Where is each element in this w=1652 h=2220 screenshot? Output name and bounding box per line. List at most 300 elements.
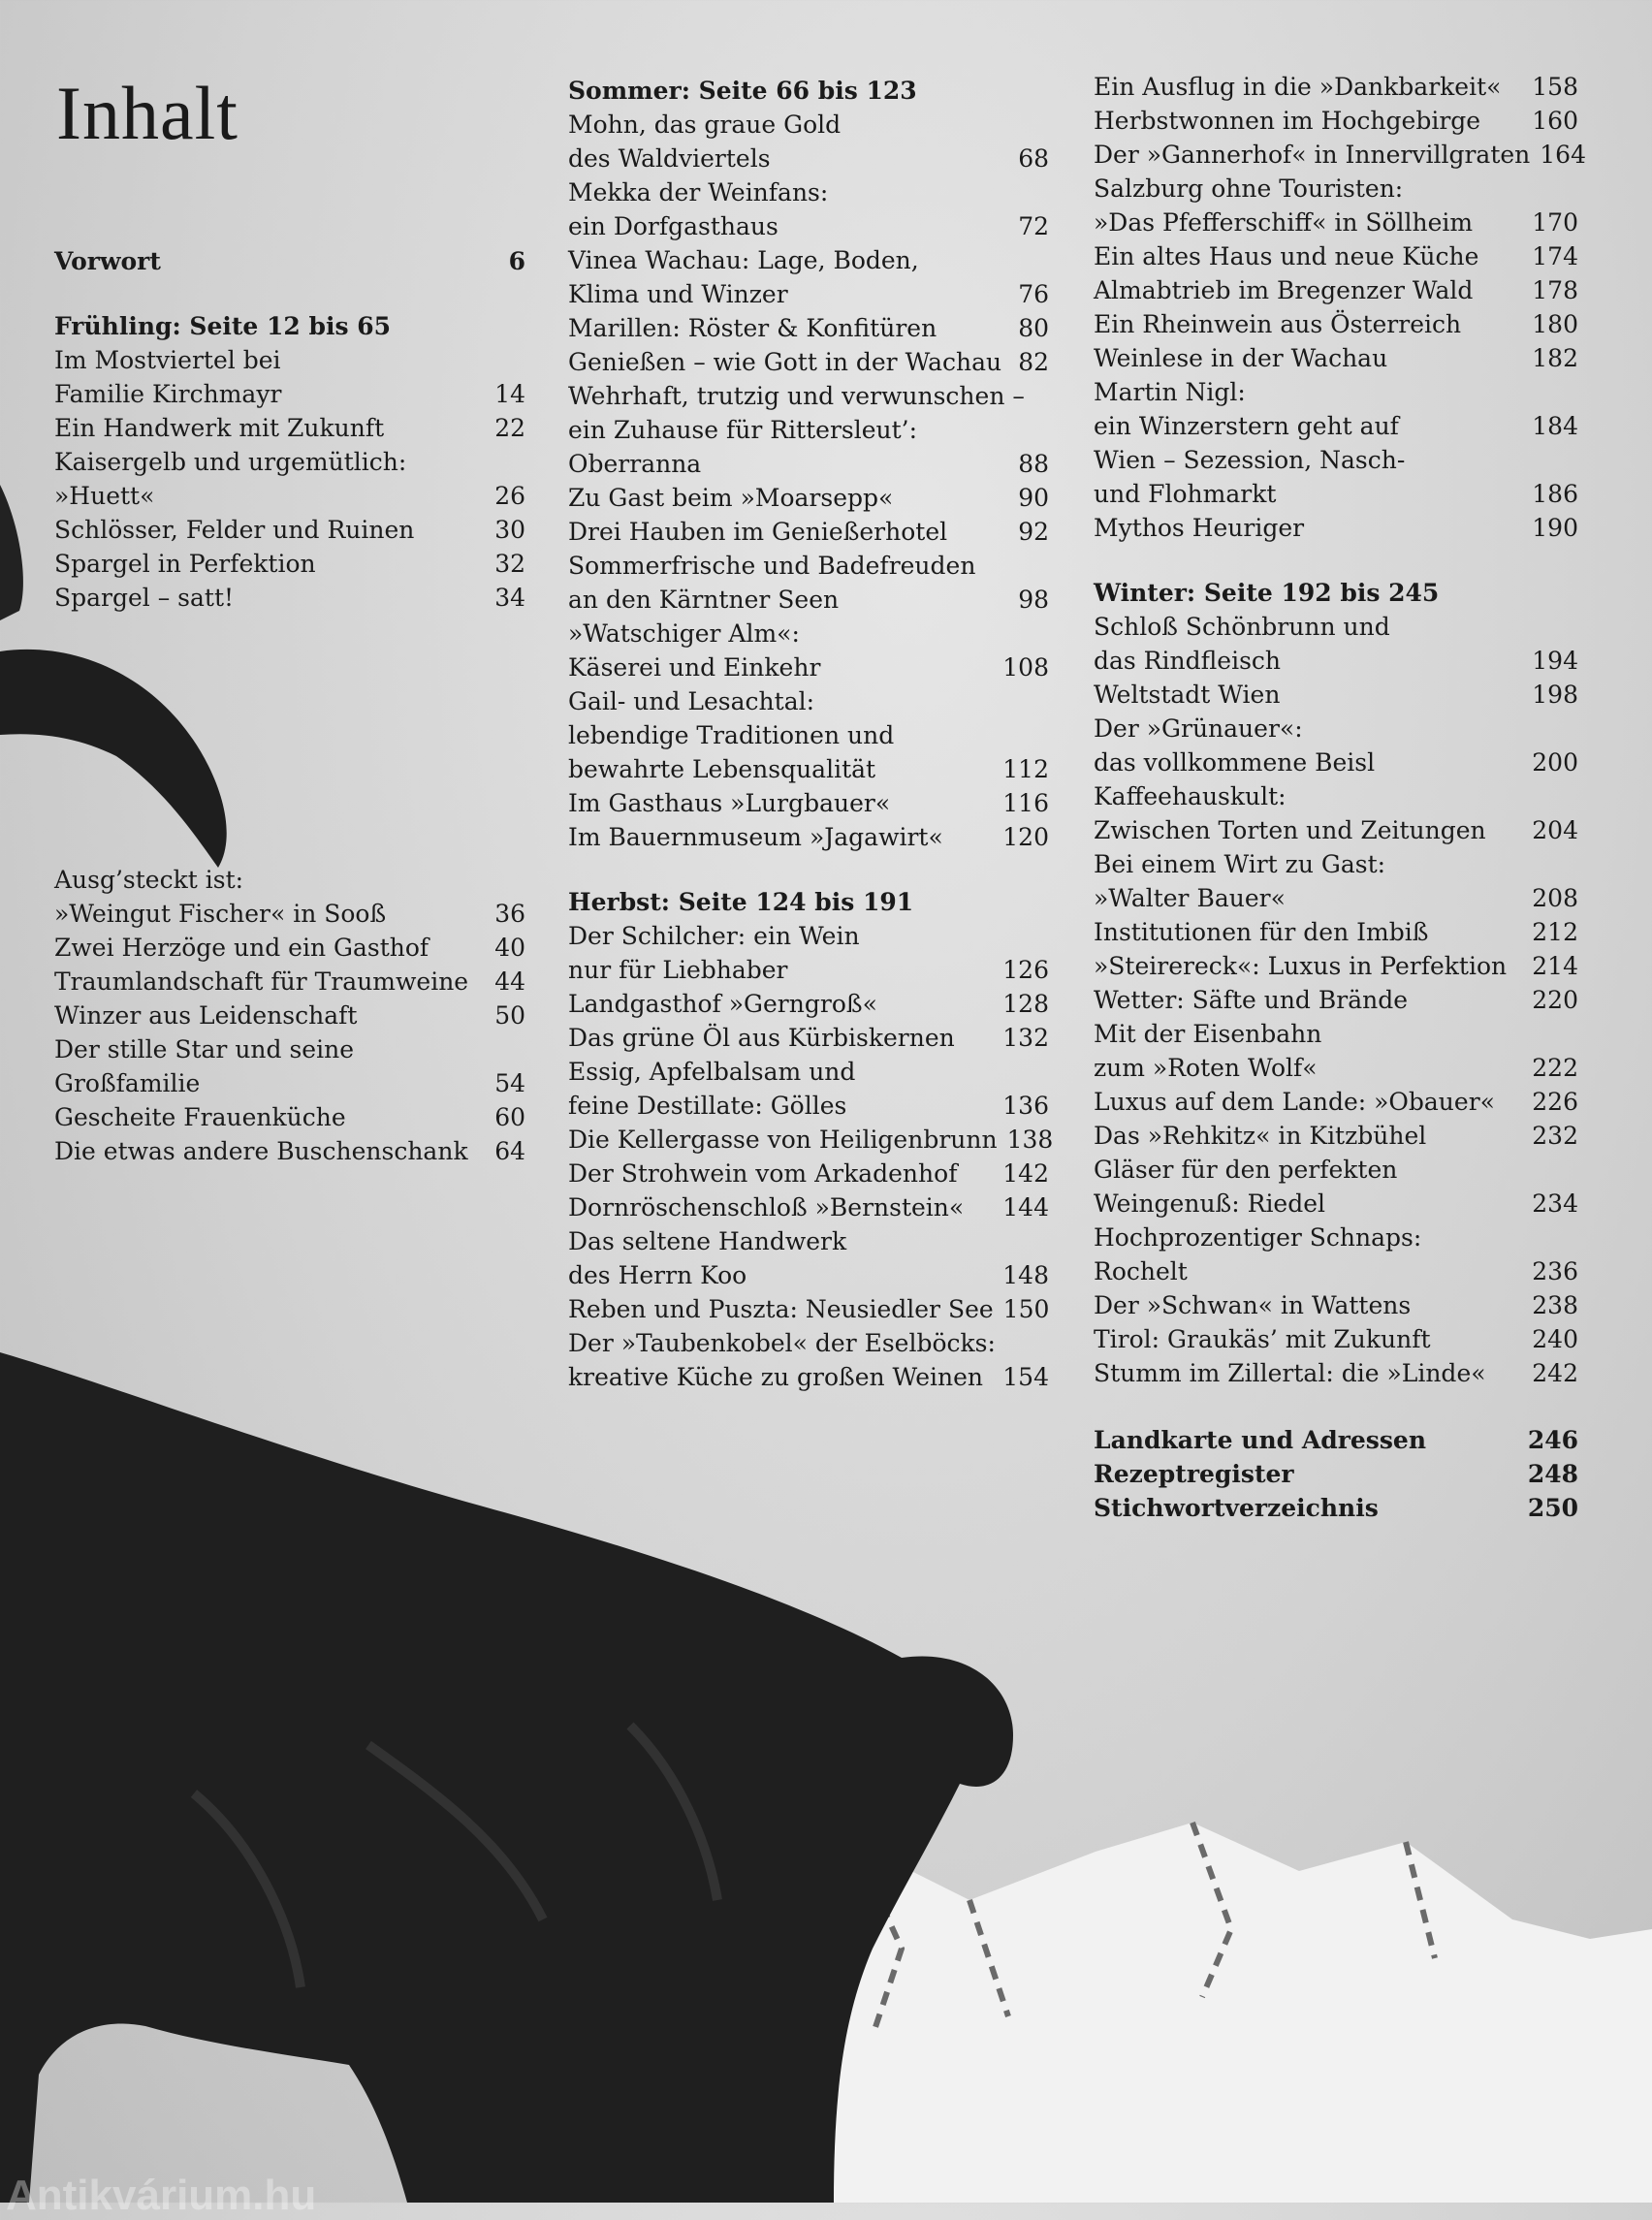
toc-entry-title: Spargel in Perfektion — [54, 550, 316, 578]
toc-entry-page-number: 160 — [1532, 107, 1578, 135]
toc-entry-line — [1094, 1017, 1578, 1051]
toc-entry-page-number: 200 — [1532, 748, 1578, 777]
toc-entry-line — [1094, 915, 1578, 949]
toc-entry-page-number: 170 — [1532, 208, 1578, 237]
toc-entry-line — [1094, 1457, 1578, 1491]
toc-entry-page-number: 14 — [494, 380, 525, 408]
toc-entry-page-number: 44 — [494, 967, 525, 996]
toc-entry-title: Kaffeehauskult: — [1094, 782, 1287, 810]
toc-entry-title: Zu Gast beim »Moarsepp« — [568, 484, 894, 512]
toc-entry — [568, 243, 1049, 311]
toc-entry — [1094, 1085, 1578, 1119]
toc-entry-line — [1094, 206, 1578, 239]
toc-entry-line — [1094, 1221, 1578, 1254]
toc-entry-title: Stichwortverzeichnis — [1094, 1494, 1379, 1522]
toc-entry — [1094, 172, 1578, 239]
toc-entry-line — [1094, 409, 1578, 443]
toc-entry-title: Wehrhaft, trutzig und verwunschen – — [568, 382, 1025, 410]
toc-entry-title: Vinea Wachau: Lage, Boden, — [568, 246, 919, 274]
toc-entry-line — [54, 999, 525, 1032]
toc-entry-line — [54, 479, 525, 513]
toc-entry — [1094, 239, 1578, 273]
toc-entry-title: »Steirereck«: Luxus in Perfektion — [1094, 952, 1508, 980]
toc-entry-line — [54, 965, 525, 999]
toc-entry-title: Mohn, das graue Gold — [568, 111, 842, 139]
toc-entry-line — [54, 897, 525, 931]
toc-entry-line — [54, 411, 525, 445]
toc-entry-page-number: 242 — [1532, 1359, 1578, 1387]
toc-entry-title: Das »Rehkitz« in Kitzbühel — [1094, 1122, 1427, 1150]
toc-entry-title: das Rindfleisch — [1094, 647, 1282, 675]
toc-entry-line — [568, 718, 1049, 752]
toc-entry-line — [1094, 1254, 1578, 1288]
toc-entry — [1094, 847, 1578, 915]
toc-entry-page-number: 250 — [1527, 1494, 1578, 1522]
toc-entry — [568, 108, 1049, 175]
toc-entry-title: Der Strohwein vom Arkadenhof — [568, 1159, 958, 1188]
toc-column-3 — [1094, 70, 1586, 1525]
toc-entry-page-number: 60 — [494, 1103, 525, 1131]
toc-entry-page-number: 54 — [494, 1069, 525, 1097]
page-title: Inhalt — [56, 71, 238, 155]
toc-entry — [1094, 712, 1578, 779]
toc-entry-title: Der »Schwan« in Wattens — [1094, 1291, 1412, 1319]
toc-entry-line — [1094, 644, 1578, 678]
toc-entry — [568, 617, 1049, 684]
toc-entry — [54, 965, 525, 999]
toc-entry — [1094, 1491, 1578, 1525]
toc-entry — [1094, 1457, 1578, 1491]
toc-entry-title: »Watschiger Alm«: — [568, 619, 800, 648]
toc-entry-title: Im Mostviertel bei — [54, 346, 281, 374]
toc-entry-line — [568, 108, 1049, 142]
toc-entry-line — [568, 1089, 1049, 1123]
toc-entry-title: Stumm im Zillertal: die »Linde« — [1094, 1359, 1486, 1387]
toc-entry-line — [54, 931, 525, 965]
toc-entry-line — [1094, 712, 1578, 745]
toc-entry-line — [1094, 1423, 1578, 1457]
section-heading-sommer: Sommer: Seite 66 bis 123 — [568, 77, 917, 105]
toc-entry-line — [568, 175, 1049, 209]
toc-entry-line — [568, 919, 1049, 953]
toc-entry-line — [1094, 70, 1578, 104]
toc-entry-title: »Walter Bauer« — [1094, 884, 1286, 912]
toc-entry-title: Ausg’steckt ist: — [54, 866, 244, 894]
toc-entry-page-number: 212 — [1532, 918, 1578, 946]
toc-entry-page-number: 142 — [1002, 1159, 1049, 1188]
toc-entry-line — [1094, 104, 1578, 138]
toc-list-fruehling — [54, 343, 525, 615]
toc-entry-line — [568, 311, 1049, 345]
toc-entry-page-number: 232 — [1532, 1122, 1578, 1150]
toc-entry-line — [1094, 1288, 1578, 1322]
toc-entry-page-number: 126 — [1002, 956, 1049, 984]
toc-entry-page-number: 164 — [1540, 141, 1586, 169]
toc-entry-title: Tirol: Graukäs’ mit Zukunft — [1094, 1325, 1431, 1353]
toc-entry — [54, 445, 525, 513]
toc-entry-page-number: 180 — [1532, 310, 1578, 338]
toc-entry-title: Almabtrieb im Bregenzer Wald — [1094, 276, 1474, 304]
toc-entry-title: Salzburg ohne Touristen: — [1094, 174, 1404, 203]
toc-entry-title: Zwei Herzöge und ein Gasthof — [54, 934, 429, 962]
toc-entry-title: Landgasthof »Gerngroß« — [568, 990, 877, 1018]
toc-entry-title: an den Kärntner Seen — [568, 586, 840, 614]
toc-entry-title: lebendige Traditionen und — [568, 721, 895, 749]
toc-entry-line — [1094, 1491, 1578, 1525]
toc-entry-page-number: 120 — [1002, 823, 1049, 851]
watermark-text: Antikvárium.hu — [6, 2172, 317, 2219]
toc-entry-title: Ein altes Haus und neue Küche — [1094, 242, 1479, 270]
toc-entry-line — [568, 1157, 1049, 1190]
toc-entry — [1094, 273, 1578, 307]
toc-entry — [568, 481, 1049, 515]
toc-entry-title: ein Dorfgasthaus — [568, 212, 778, 240]
toc-entry-line — [1094, 949, 1578, 983]
toc-entry-title: Weingenuß: Riedel — [1094, 1189, 1326, 1218]
toc-entry-title: Essig, Apfelbalsam und — [568, 1058, 856, 1086]
toc-entry-page-number: 68 — [1018, 144, 1049, 173]
toc-entry-title: Das grüne Öl aus Kürbiskernen — [568, 1024, 955, 1052]
toc-entry-title: Hochprozentiger Schnaps: — [1094, 1223, 1422, 1252]
toc-entry-title: Spargel – satt! — [54, 584, 235, 612]
toc-entry-title: Marillen: Röster & Konfitüren — [568, 314, 937, 342]
toc-entry-line — [568, 1224, 1049, 1258]
toc-entry — [568, 684, 1049, 786]
toc-entry — [1094, 1221, 1578, 1288]
toc-entry-line — [1094, 1051, 1578, 1085]
toc-entry-page-number: 174 — [1532, 242, 1578, 270]
toc-entry — [1094, 307, 1578, 341]
toc-entry-page-number: 22 — [494, 414, 525, 442]
toc-entry-page-number: 116 — [1002, 789, 1049, 817]
toc-entry-page-number: 238 — [1532, 1291, 1578, 1319]
toc-entry-line — [1094, 983, 1578, 1017]
toc-entry — [568, 919, 1049, 987]
toc-entry — [568, 820, 1049, 854]
toc-entry — [1094, 1119, 1578, 1153]
toc-entry-line — [54, 1066, 525, 1100]
toc-entry-page-number: 222 — [1532, 1054, 1578, 1082]
toc-entry — [54, 513, 525, 547]
toc-entry-page-number: 214 — [1532, 952, 1578, 980]
toc-entry — [568, 1055, 1049, 1123]
toc-entry-page-number: 98 — [1018, 586, 1049, 614]
toc-entry — [1094, 104, 1578, 138]
toc-list-fruehling-continued — [54, 863, 525, 1168]
toc-entry-title: zum »Roten Wolf« — [1094, 1054, 1318, 1082]
toc-entry-line — [568, 1326, 1049, 1360]
toc-entry-title: feine Destillate: Gölles — [568, 1092, 847, 1120]
toc-entry-line — [568, 1258, 1049, 1292]
section-heading-winter: Winter: Seite 192 bis 245 — [1094, 579, 1440, 607]
toc-entry-line — [1094, 138, 1586, 172]
toc-entry — [1094, 511, 1578, 545]
toc-entry-page-number: 182 — [1532, 344, 1578, 372]
toc-entry-title: Traumlandschaft für Traumweine — [54, 967, 469, 996]
toc-entry-title: Weltstadt Wien — [1094, 681, 1281, 709]
toc-entry-line — [568, 617, 1049, 650]
toc-entry-line — [568, 953, 1049, 987]
toc-entry-line — [54, 1032, 525, 1066]
toc-entry-page-number: 184 — [1532, 412, 1578, 440]
toc-entry-line — [568, 277, 1049, 311]
toc-entry — [568, 987, 1049, 1021]
toc-entry-title: Institutionen für den Imbiß — [1094, 918, 1429, 946]
toc-entry-page-number: 30 — [494, 516, 525, 544]
toc-entry — [1094, 138, 1586, 172]
toc-entry-line — [1094, 610, 1578, 644]
toc-entry-line — [1094, 813, 1578, 847]
toc-entry-title: Wetter: Säfte und Brände — [1094, 986, 1409, 1014]
toc-entry — [568, 549, 1049, 617]
toc-entry-line — [568, 1123, 1054, 1157]
toc-entry-page-number: 108 — [1002, 653, 1049, 682]
toc-entry-title: Gail- und Lesachtal: — [568, 687, 815, 715]
toc-entry-page-number: 158 — [1532, 73, 1578, 101]
toc-entry-page-number: 136 — [1002, 1092, 1049, 1120]
toc-entry-page-number: 246 — [1527, 1426, 1578, 1454]
toc-entry-line — [1094, 745, 1578, 779]
toc-entry-title: Schloß Schönbrunn und — [1094, 613, 1390, 641]
toc-entry — [1094, 1017, 1578, 1085]
toc-entry-line — [54, 343, 525, 377]
toc-entry-title: Luxus auf dem Lande: »Obauer« — [1094, 1088, 1495, 1116]
toc-entry-title: Zwischen Torten und Zeitungen — [1094, 816, 1486, 844]
toc-entry — [568, 345, 1049, 379]
toc-entry-page-number: 234 — [1532, 1189, 1578, 1218]
toc-entry-title: Dornröschenschloß »Bernstein« — [568, 1193, 965, 1221]
toc-entry — [1094, 375, 1578, 443]
toc-entry-page-number: 82 — [1018, 348, 1049, 376]
toc-entry-line — [568, 379, 1049, 413]
toc-entry — [568, 1190, 1049, 1224]
toc-entry — [1094, 443, 1578, 511]
toc-entry-title: des Waldviertels — [568, 144, 771, 173]
toc-entry-page-number: 128 — [1002, 990, 1049, 1018]
toc-list-winter — [1094, 610, 1578, 1390]
section-heading-herbst: Herbst: Seite 124 bis 191 — [568, 888, 914, 916]
toc-entry-page-number: 144 — [1002, 1193, 1049, 1221]
toc-entry-title: Der stille Star und seine — [54, 1035, 354, 1063]
toc-entry-line — [1094, 511, 1578, 545]
toc-entry-page-number: 208 — [1532, 884, 1578, 912]
toc-entry — [54, 547, 525, 581]
toc-entry-vorwort: Vorwort 6 — [54, 247, 525, 275]
toc-column-1 — [54, 244, 525, 1168]
toc-entry-title: Herbstwonnen im Hochgebirge — [1094, 107, 1481, 135]
toc-entry-title: und Flohmarkt — [1094, 480, 1277, 508]
toc-entry-line — [1094, 477, 1578, 511]
toc-entry-title: Mit der Eisenbahn — [1094, 1020, 1322, 1048]
toc-entry-title: Weinlese in der Wachau — [1094, 344, 1388, 372]
toc-entry-line — [1094, 341, 1578, 375]
toc-entry-page-number: 204 — [1532, 816, 1578, 844]
toc-entry-page-number: 32 — [494, 550, 525, 578]
toc-entry-title: Großfamilie — [54, 1069, 201, 1097]
toc-entry-line — [568, 650, 1049, 684]
toc-entry-title: Gläser für den perfekten — [1094, 1156, 1398, 1184]
toc-entry-title: Die etwas andere Buschenschank — [54, 1137, 468, 1165]
toc-entry-title: Landkarte und Adressen — [1094, 1426, 1427, 1454]
toc-entry-title: Kaisergelb und urgemütlich: — [54, 448, 407, 476]
toc-entry — [568, 1326, 1049, 1394]
toc-entry-title: Im Gasthaus »Lurgbauer« — [568, 789, 891, 817]
toc-entry-page-number: 148 — [1002, 1261, 1049, 1289]
toc-entry — [54, 343, 525, 411]
toc-entry-title: Schlösser, Felder und Ruinen — [54, 516, 415, 544]
toc-entry-line — [568, 1360, 1049, 1394]
toc-entry-line — [568, 549, 1049, 583]
toc-entry-title: Rezeptregister — [1094, 1460, 1294, 1488]
toc-entry-title: Sommerfrische und Badefreuden — [568, 552, 976, 580]
toc-entry-page-number: 194 — [1532, 647, 1578, 675]
toc-list-appendix — [1094, 1423, 1578, 1525]
toc-entry-title: ein Winzerstern geht auf — [1094, 412, 1399, 440]
toc-entry-title: Ein Ausflug in die »Dankbarkeit« — [1094, 73, 1502, 101]
toc-entry-title: Bei einem Wirt zu Gast: — [1094, 850, 1386, 878]
toc-list-herbst — [568, 919, 1054, 1394]
toc-list-herbst-continued — [1094, 70, 1586, 545]
toc-entry — [54, 1134, 525, 1168]
toc-entry-title: Gescheite Frauenküche — [54, 1103, 346, 1131]
toc-entry-line — [568, 820, 1049, 854]
toc-entry-line — [1094, 239, 1578, 273]
toc-entry-title: kreative Küche zu großen Weinen — [568, 1363, 983, 1391]
toc-entry — [54, 411, 525, 445]
toc-entry-page-number: 132 — [1002, 1024, 1049, 1052]
toc-entry-title: Drei Hauben im Genießerhotel — [568, 518, 948, 546]
toc-entry-title: des Herrn Koo — [568, 1261, 747, 1289]
toc-entry-title: Winzer aus Leidenschaft — [54, 1001, 358, 1030]
toc-entry-line — [568, 1055, 1049, 1089]
toc-entry-title: Käserei und Einkehr — [568, 653, 821, 682]
toc-entry-line — [54, 863, 525, 897]
toc-entry-line — [1094, 1187, 1578, 1221]
toc-entry-line — [568, 345, 1049, 379]
toc-entry-line — [568, 413, 1049, 447]
toc-entry-line — [54, 1100, 525, 1134]
toc-entry-line — [568, 684, 1049, 718]
toc-entry-title: »Das Pfefferschiff« in Söllheim — [1094, 208, 1474, 237]
toc-entry — [1094, 678, 1578, 712]
toc-entry-line — [1094, 1085, 1578, 1119]
toc-entry — [568, 1123, 1054, 1157]
toc-entry — [1094, 915, 1578, 949]
toc-entry-title: Wien – Sezession, Nasch- — [1094, 446, 1406, 474]
toc-entry-title: Oberranna — [568, 450, 702, 478]
toc-entry — [1094, 1423, 1578, 1457]
toc-entry-line — [568, 1292, 1049, 1326]
toc-entry — [1094, 70, 1578, 104]
toc-entry — [568, 311, 1049, 345]
toc-entry-line — [1094, 678, 1578, 712]
toc-entry-line — [568, 752, 1049, 786]
toc-entry-line — [54, 377, 525, 411]
toc-entry — [1094, 1322, 1578, 1356]
toc-entry-title: Genießen – wie Gott in der Wachau — [568, 348, 1002, 376]
toc-entry-page-number: 34 — [494, 584, 525, 612]
toc-entry-page-number: 248 — [1527, 1460, 1578, 1488]
toc-entry-page-number: 80 — [1018, 314, 1049, 342]
toc-entry-title: »Weingut Fischer« in Sooß — [54, 900, 387, 928]
toc-entry — [54, 581, 525, 615]
toc-entry-title: Martin Nigl: — [1094, 378, 1246, 406]
toc-entry-page-number: 150 — [1002, 1295, 1050, 1323]
toc-entry — [54, 999, 525, 1032]
toc-entry-page-number: 226 — [1532, 1088, 1578, 1116]
toc-entry-title: Reben und Puszta: Neusiedler See — [568, 1295, 994, 1323]
toc-entry-title: ein Zuhause für Rittersleut’: — [568, 416, 918, 444]
toc-entry-line — [568, 447, 1049, 481]
toc-entry-line — [54, 547, 525, 581]
toc-entry-page-number: 36 — [494, 900, 525, 928]
toc-entry-title: nur für Liebhaber — [568, 956, 788, 984]
toc-entry-title: Ein Handwerk mit Zukunft — [54, 414, 385, 442]
toc-entry — [568, 1021, 1049, 1055]
toc-entry-line — [1094, 1119, 1578, 1153]
toc-entry — [568, 175, 1049, 243]
toc-entry-line — [568, 243, 1049, 277]
toc-entry-title: Rochelt — [1094, 1257, 1188, 1285]
toc-entry-title: Mekka der Weinfans: — [568, 178, 829, 206]
toc-entry — [54, 1032, 525, 1100]
toc-entry-page-number: 236 — [1532, 1257, 1578, 1285]
toc-entry-page-number: 240 — [1532, 1325, 1578, 1353]
toc-entry — [568, 1157, 1049, 1190]
toc-entry-page-number: 26 — [494, 482, 525, 510]
toc-entry-page-number: 186 — [1532, 480, 1578, 508]
toc-entry-title: Familie Kirchmayr — [54, 380, 282, 408]
toc-entry-page-number: 198 — [1532, 681, 1578, 709]
toc-entry-title: »Huett« — [54, 482, 155, 510]
toc-column-2 — [568, 74, 1054, 1394]
toc-entry-title: Der »Grünauer«: — [1094, 714, 1303, 743]
toc-entry — [1094, 779, 1578, 847]
toc-entry-line — [1094, 172, 1578, 206]
toc-entry-page-number: 64 — [494, 1137, 525, 1165]
toc-entry-line — [568, 786, 1049, 820]
toc-entry — [54, 931, 525, 965]
toc-entry-line — [568, 1190, 1049, 1224]
toc-entry-line — [1094, 443, 1578, 477]
toc-entry-line — [568, 142, 1049, 175]
toc-entry-title: Der Schilcher: ein Wein — [568, 922, 860, 950]
toc-entry-page-number: 220 — [1532, 986, 1578, 1014]
toc-entry-page-number: 72 — [1018, 212, 1049, 240]
toc-entry-line — [1094, 847, 1578, 881]
toc-entry — [568, 1224, 1049, 1292]
toc-entry — [1094, 1153, 1578, 1221]
toc-entry — [1094, 341, 1578, 375]
toc-entry-page-number: 190 — [1532, 514, 1578, 542]
toc-entry-page-number: 112 — [1002, 755, 1049, 783]
toc-entry-line — [1094, 307, 1578, 341]
toc-entry-title: Ein Rheinwein aus Österreich — [1094, 310, 1462, 338]
toc-entry — [54, 863, 525, 931]
toc-entry-page-number: 50 — [494, 1001, 525, 1030]
toc-entry-title: Die Kellergasse von Heiligenbrunn — [568, 1126, 998, 1154]
toc-entry-line — [1094, 779, 1578, 813]
toc-entry-line — [568, 583, 1049, 617]
section-heading-fruehling: Frühling: Seite 12 bis 65 — [54, 312, 392, 340]
toc-entry-title: Klima und Winzer — [568, 280, 788, 308]
toc-entry-line — [1094, 273, 1578, 307]
toc-entry — [1094, 1288, 1578, 1322]
toc-entry-page-number: 90 — [1018, 484, 1049, 512]
toc-entry — [1094, 1356, 1578, 1390]
toc-entry-line — [568, 209, 1049, 243]
toc-entry — [568, 786, 1049, 820]
